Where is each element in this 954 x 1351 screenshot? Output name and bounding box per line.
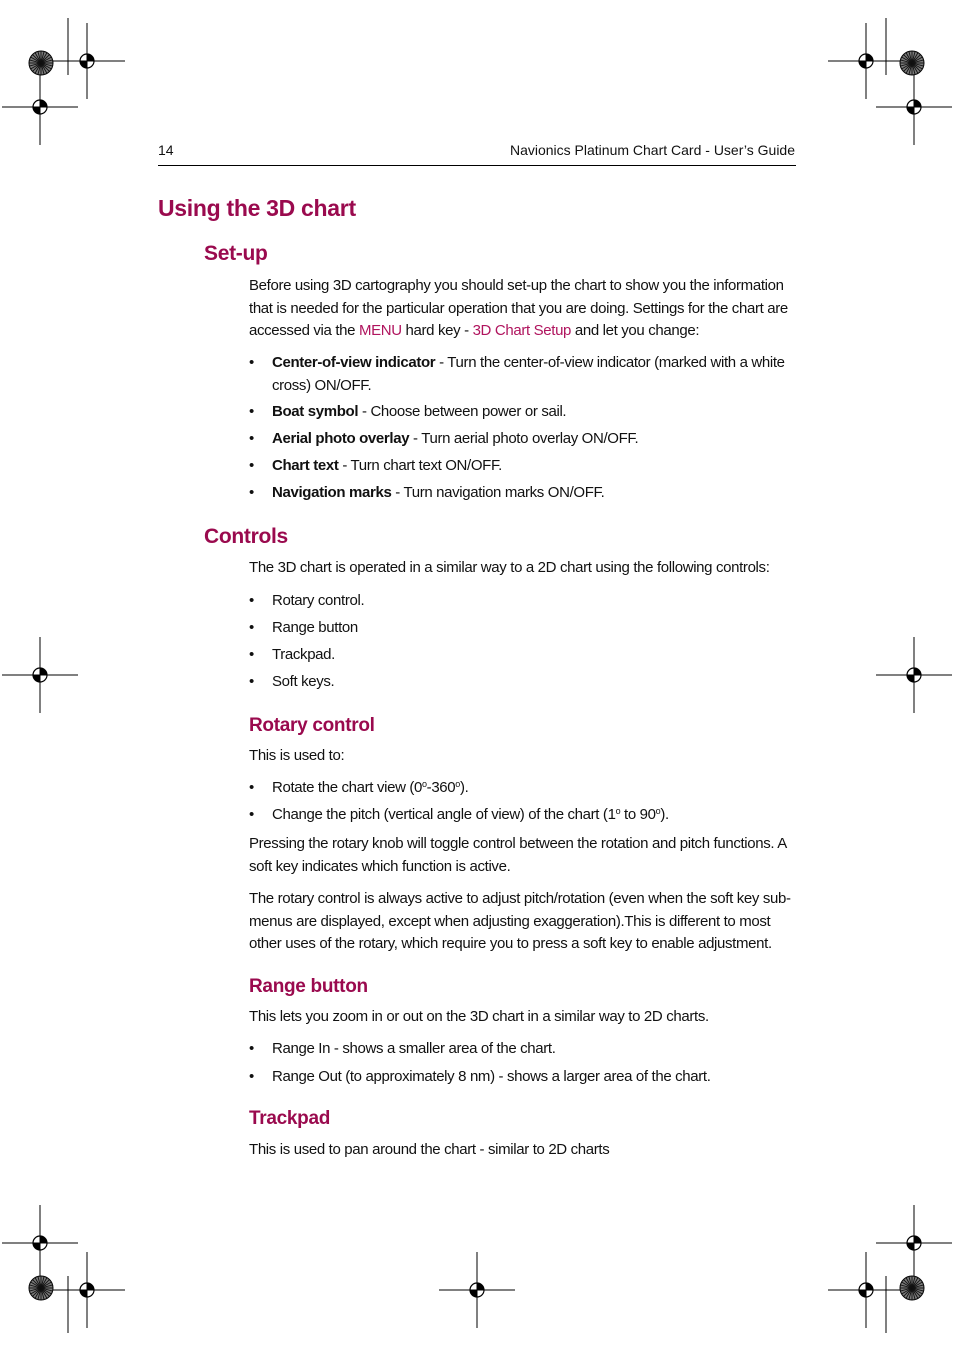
- page-title: Using the 3D chart: [158, 195, 356, 221]
- header-rule: [158, 165, 796, 166]
- registration-target-icon: [876, 69, 952, 145]
- heading-rotary-control: Rotary control: [249, 715, 375, 736]
- registration-target-icon: [2, 69, 78, 145]
- registration-target-icon: [828, 1252, 904, 1328]
- list-item: • Rotate the chart view (0$^o$-360$^o$).: [249, 779, 469, 796]
- registration-target-icon: [828, 23, 904, 99]
- list-item: • Navigation marks - Turn navigation marks ON/OFF.: [249, 484, 605, 501]
- list-item: • Range Out (to approximately 8 nm) - shows a larger area of the chart.: [249, 1067, 711, 1085]
- heading-setup: Set-up: [204, 242, 268, 265]
- registration-target-icon: [439, 1252, 515, 1328]
- registration-starburst-icon: [900, 51, 924, 75]
- heading-controls: Controls: [204, 525, 288, 548]
- list-item: • Chart text - Turn chart text ON/OFF.: [249, 457, 502, 474]
- setup-list: [249, 352, 797, 505]
- range-list: [249, 1038, 797, 1088]
- list-item: • Boat symbol - Choose between power or sail.: [249, 403, 567, 420]
- rotary-list: [249, 777, 797, 827]
- list-item: • Trackpad.: [249, 646, 335, 663]
- menu-key-link: MENU: [358, 322, 402, 339]
- rotary-intro: This is used to:: [249, 747, 345, 764]
- registration-target-icon: [2, 1205, 78, 1281]
- rotary-paragraph-1: Pressing the rotary knob will toggle control between the rotation and pitch functions. A soft key indicates which function is active.: [249, 835, 787, 875]
- trackpad-text: This is used to pan around the chart - similar to 2D charts: [249, 1141, 610, 1158]
- heading-range-button: Range button: [249, 976, 368, 997]
- list-item: • Rotary control.: [249, 592, 365, 609]
- controls-list: [249, 590, 797, 694]
- range-intro: This lets you zoom in or out on the 3D chart in a similar way to 2D charts.: [249, 1008, 709, 1025]
- list-item: • Range button: [249, 619, 358, 636]
- registration-starburst-icon: [900, 1276, 924, 1300]
- registration-target-icon: [2, 637, 78, 713]
- heading-trackpad: Trackpad: [249, 1108, 331, 1129]
- registration-target-icon: [49, 23, 125, 99]
- registration-starburst-icon: [29, 1276, 53, 1300]
- chart-setup-link: 3D Chart Setup: [472, 322, 572, 339]
- running-title: Navionics Platinum Chart Card - User’s Guide: [509, 142, 795, 158]
- registration-starburst-icon: [29, 51, 53, 75]
- list-item: • Soft keys.: [249, 673, 335, 690]
- list-item: • Range In - shows a smaller area of the chart.: [249, 1040, 556, 1057]
- registration-target-icon: [876, 637, 952, 713]
- list-item: • Aerial photo overlay - Turn aerial photo overlay ON/OFF.: [249, 430, 639, 447]
- rotary-paragraph-2: The rotary control is always active to adjust pitch/rotation (even when the soft key sub-menus are displayed, except when adjusting exaggeration).This is different to most other uses of the rotary, which require you to press a soft key to enable adjustment.: [249, 890, 791, 952]
- list-item: • Change the pitch (vertical angle of view) of the chart (1$^o$ to 90$^o$).: [249, 806, 669, 823]
- controls-intro: The 3D chart is operated in a similar way to a 2D chart using the following controls:: [249, 559, 770, 576]
- list-item: • Center-of-view indicator - Turn the center-of-view indicator (marked with a white cross) ON/OFF.: [249, 354, 785, 394]
- setup-intro: Before using 3D cartography you should set-up the chart to show you the information that is needed for the particular operation that you are doing. Settings for the chart are accessed via the MENU hard key - 3D Chart Setup and let you change:: [249, 277, 788, 339]
- registration-target-icon: [876, 1205, 952, 1281]
- page-number: 14: [158, 142, 174, 158]
- registration-target-icon: [49, 1252, 125, 1328]
